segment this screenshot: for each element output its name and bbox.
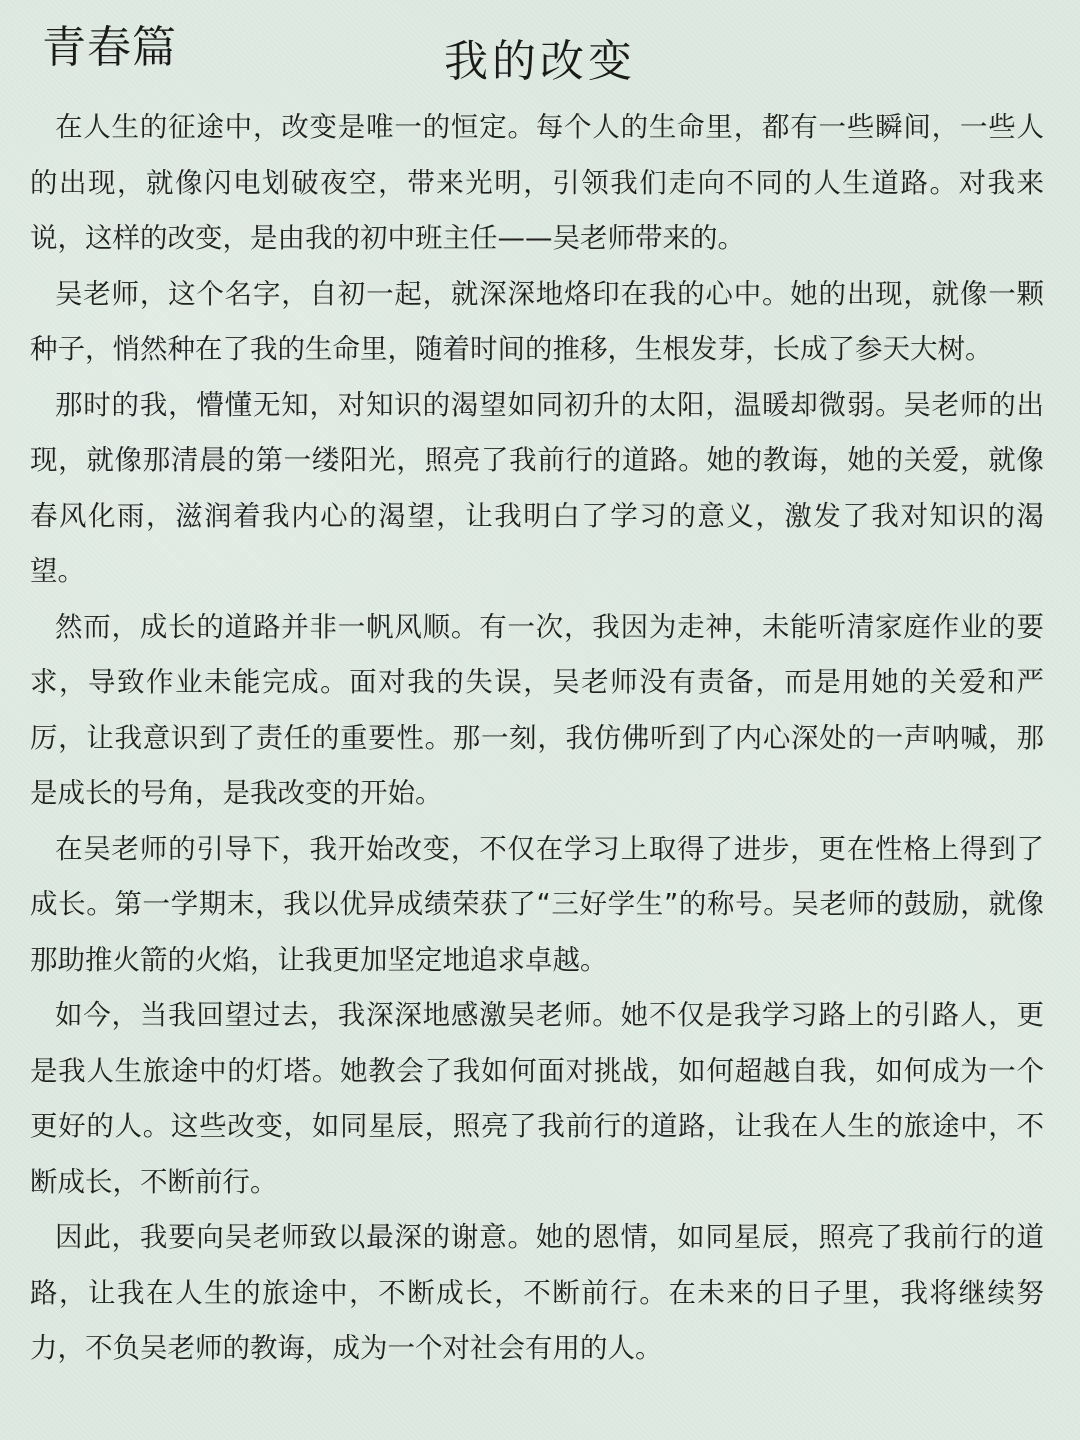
paragraph-5: 在吴老师的引导下，我开始改变，不仅在学习上取得了进步，更在性格上得到了成长。第一学期末，我以优异成绩荣获了“三好学生”的称号。吴老师的鼓励，就像那助推火箭的火焰，让我更加坚定地追求卓越。 xyxy=(30,832,1044,976)
series-label: 青春篇 xyxy=(42,22,177,73)
essay-title: 我的改变 xyxy=(444,36,636,87)
paragraph-7: 因此，我要向吴老师致以最深的谢意。她的恩情，如同星辰，照亮了我前行的道路，让我在人生的旅途中，不断成长，不断前行。在未来的日子里，我将继续努力，不负吴老师的教诲，成为一个对社会有用的人。 xyxy=(30,1221,1044,1364)
paragraph-2: 吴老师，这个名字，自初一起，就深深地烙印在我的心中。她的出现，就像一颗种子，悄然种在了我的生命里，随着时间的推移，生根发芽，长成了参天大树。 xyxy=(30,277,1044,365)
paragraph-3: 那时的我，懵懂无知，对知识的渴望如同初升的太阳，温暖却微弱。吴老师的出现，就像那清晨的第一缕阳光，照亮了我前行的道路。她的教诲，她的关爱，就像春风化雨，滋润着我内心的渴望，让我明白了学习的意义，激发了我对知识的渴望。 xyxy=(30,388,1044,587)
paragraph-6: 如今，当我回望过去，我深深地感激吴老师。她不仅是我学习路上的引路人，更是我人生旅途中的灯塔。她教会了我如何面对挑战，如何超越自我，如何成为一个更好的人。这些改变，如同星辰，照亮了我前行的道路，让我在人生的旅途中，不断成长，不断前行。 xyxy=(30,999,1044,1198)
paragraph-1: 在人生的征途中，改变是唯一的恒定。每个人的生命里，都有一些瞬间，一些人的出现，就像闪电划破夜空，带来光明，引领我们走向不同的人生道路。对我来说，这样的改变，是由我的初中班主任——吴老师带来的。 xyxy=(30,111,1044,254)
essay-body xyxy=(30,100,1044,1377)
paragraph-4: 然而，成长的道路并非一帆风顺。有一次，我因为走神，未能听清家庭作业的要求，导致作业未能完成。面对我的失误，吴老师没有责备，而是用她的关爱和严厉，让我意识到了责任的重要性。那一刻，我仿佛听到了内心深处的一声呐喊，那是成长的号角，是我改变的开始。 xyxy=(30,610,1044,809)
